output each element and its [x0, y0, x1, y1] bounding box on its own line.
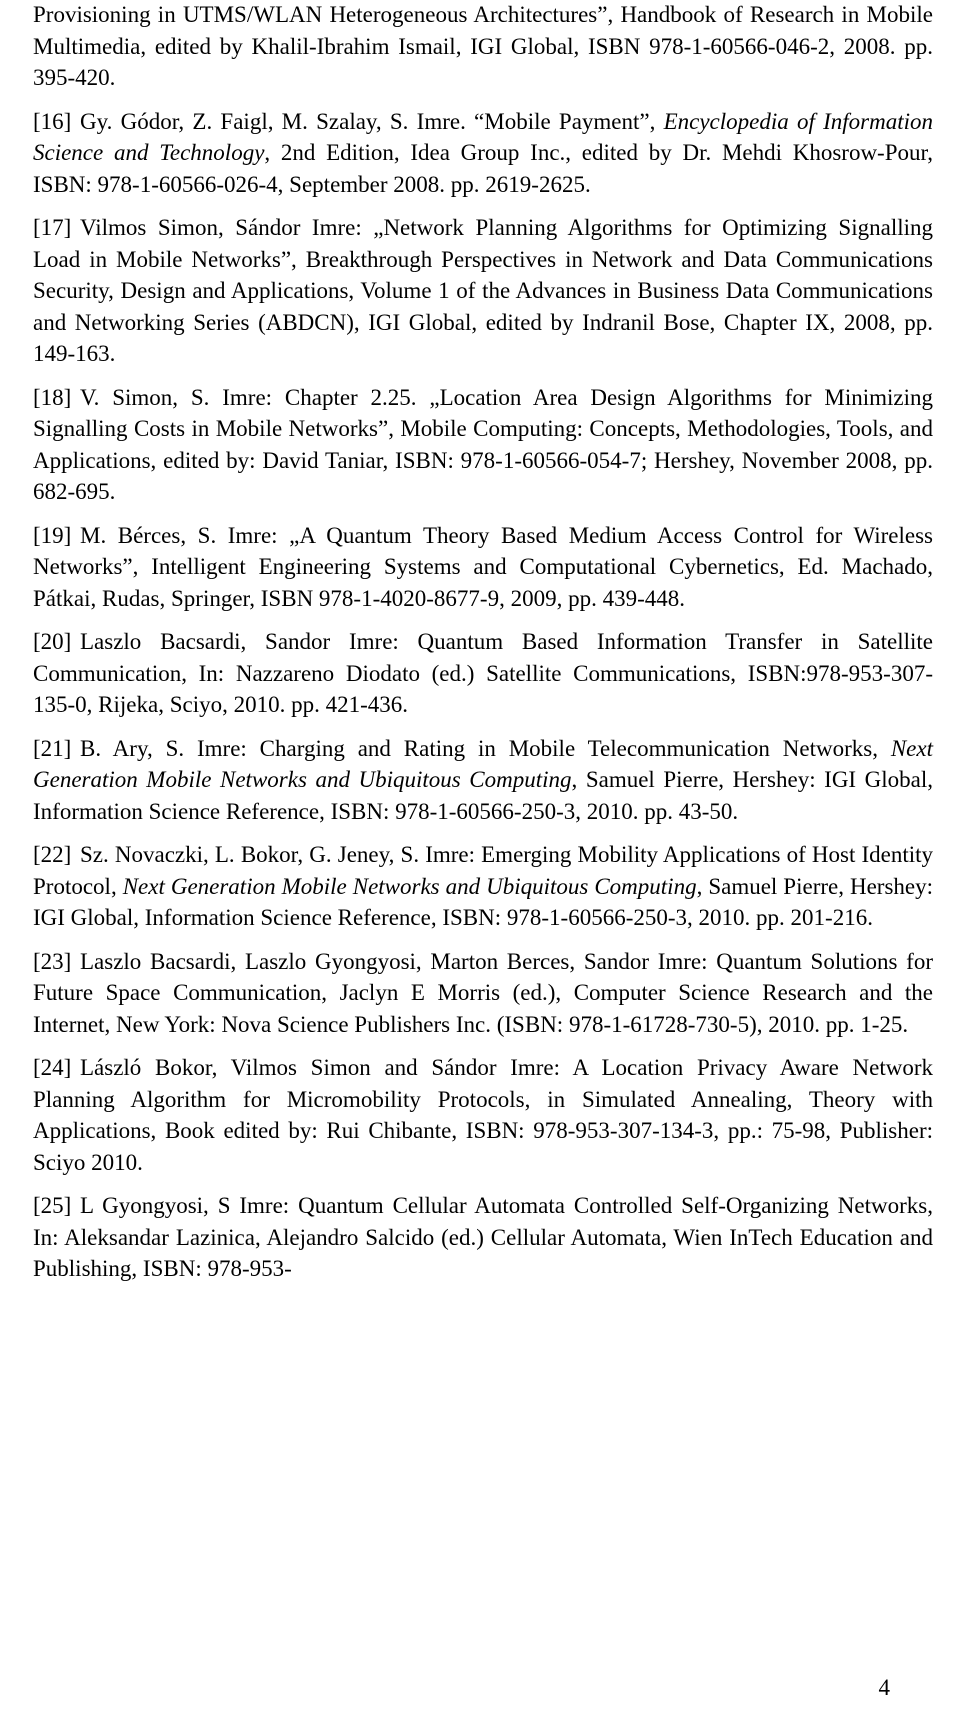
reference-list — [33, 0, 933, 1285]
reference-text: B. Ary, S. Imre: Charging and Rating in Mobile Telecommunication Networks, — [80, 735, 891, 761]
reference-text: , Samuel Pierre, Hershey: IGI Global, Information Science Reference, ISBN: 978-1-60566-250-3, 2010. pp. 201-216. — [33, 873, 933, 930]
reference-number: [24] — [33, 1055, 72, 1080]
reference-number: [16] — [33, 108, 72, 134]
reference-entry-25 — [33, 1190, 933, 1285]
reference-text: M. Bérces, S. Imre: „A Quantum Theory Based Medium Access Control for Wireless Networks”, Intelligent Engineering Systems and Computational Cybernetics, Ed. Machado, Pátkai, Rudas, Springer, ISBN 978-1-4020-8677-9, 2009, pp. 439-448. — [33, 522, 933, 611]
reference-entry-16 — [33, 106, 933, 201]
reference-text: , 2nd Edition, Idea Group Inc., edited by Dr. Mehdi Khosrow-Pour, ISBN: 978-1-60566-026-4, September 2008. pp. 2619-2625. — [33, 140, 933, 197]
reference-title-italic: Next Generation Mobile Networks and Ubiquitous Computing — [122, 873, 697, 899]
reference-entry-18 — [33, 382, 933, 508]
reference-text: László Bokor, Vilmos Simon and Sándor Imre: A Location Privacy Aware Network Planning Algorithm for Micromobility Protocols, in Simulated Annealing, Theory with Applications, Book edited by: Rui Chibante, ISBN: 978-953-307-134-3, pp.: 75-98, Publisher: Sciyo 2010. — [33, 1055, 933, 1175]
reference-number: [17] — [33, 215, 72, 240]
reference-text: V. Simon, S. Imre: Chapter 2.25. „Location Area Design Algorithms for Minimizing Signalling Costs in Mobile Networks”, Mobile Computing: Concepts, Methodologies, Tools, and Applications, edited by: David Taniar, ISBN: 978-1-60566-054-7; Hershey, November 2008, pp. 682-695. — [33, 384, 933, 504]
reference-title-italic: Next Generation Mobile Networks and Ubiquitous Computing — [33, 735, 933, 792]
reference-title-italic: Encyclopedia of Information Science and Technology — [33, 108, 933, 165]
reference-number: [22] — [33, 842, 72, 867]
reference-text: L Gyongyosi, S Imre: Quantum Cellular Automata Controlled Self-Organizing Networks, In: Aleksandar Lazinica, Alejandro Salcido (ed.) Cellular Automata, Wien InTech Education and Publishing, ISBN: 978-953- — [33, 1193, 933, 1281]
reference-text: Laszlo Bacsardi, Sandor Imre: Quantum Based Information Transfer in Satellite Communication, In: Nazzareno Diodato (ed.) Satellite Communications, ISBN:978-953-307-135-0, Rijeka, Sciyo, 2010. pp. 421-436. — [33, 629, 933, 717]
reference-text: Laszlo Bacsardi, Laszlo Gyongyosi, Marton Berces, Sandor Imre: Quantum Solutions for Future Space Communication, Jaclyn E Morris (ed.), Computer Science Research and the Internet, New York: Nova Science Publishers Inc. (ISBN: 978-1-61728-730-5), 2010. pp. 1-25. — [33, 948, 933, 1037]
reference-entry-17 — [33, 212, 933, 370]
reference-number: [21] — [33, 735, 72, 761]
reference-text: Provisioning in UTMS/WLAN Heterogeneous Architectures”, Handbook of Research in Mobile Multimedia, edited by Khalil-Ibrahim Ismail, IGI Global, ISBN 978-1-60566-046-2, 2008. pp. 395-420. — [33, 2, 933, 90]
reference-entry-19 — [33, 520, 933, 615]
reference-number: [23] — [33, 948, 72, 974]
reference-number: [19] — [33, 522, 72, 548]
reference-entry-22 — [33, 839, 933, 934]
reference-text: Gy. Gódor, Z. Faigl, M. Szalay, S. Imre. “Mobile Payment”, — [80, 108, 664, 134]
reference-text: , Samuel Pierre, Hershey: IGI Global, Information Science Reference, ISBN: 978-1-60566-250-3, 2010. pp. 43-50. — [33, 767, 933, 824]
reference-number: [18] — [33, 384, 72, 410]
reference-text: Sz. Novaczki, L. Bokor, G. Jeney, S. Imre: Emerging Mobility Applications of Host Identity Protocol, — [33, 842, 933, 899]
reference-number: [25] — [33, 1193, 72, 1218]
reference-entry-24 — [33, 1052, 933, 1178]
reference-text: Vilmos Simon, Sándor Imre: „Network Planning Algorithms for Optimizing Signalling Load in Mobile Networks”, Breakthrough Perspectives in Network and Data Communications Security, Design and Applications, Volume 1 of the Advances in Business Data Communications and Networking Series (ABDCN), IGI Global, edited by Indranil Bose, Chapter IX, 2008, pp. 149-163. — [33, 215, 933, 366]
reference-number: [20] — [33, 629, 72, 654]
reference-entry-continued — [33, 0, 933, 94]
reference-entry-21 — [33, 733, 933, 828]
reference-entry-23 — [33, 946, 933, 1041]
reference-entry-20 — [33, 626, 933, 721]
page-number: 4 — [878, 1675, 890, 1700]
